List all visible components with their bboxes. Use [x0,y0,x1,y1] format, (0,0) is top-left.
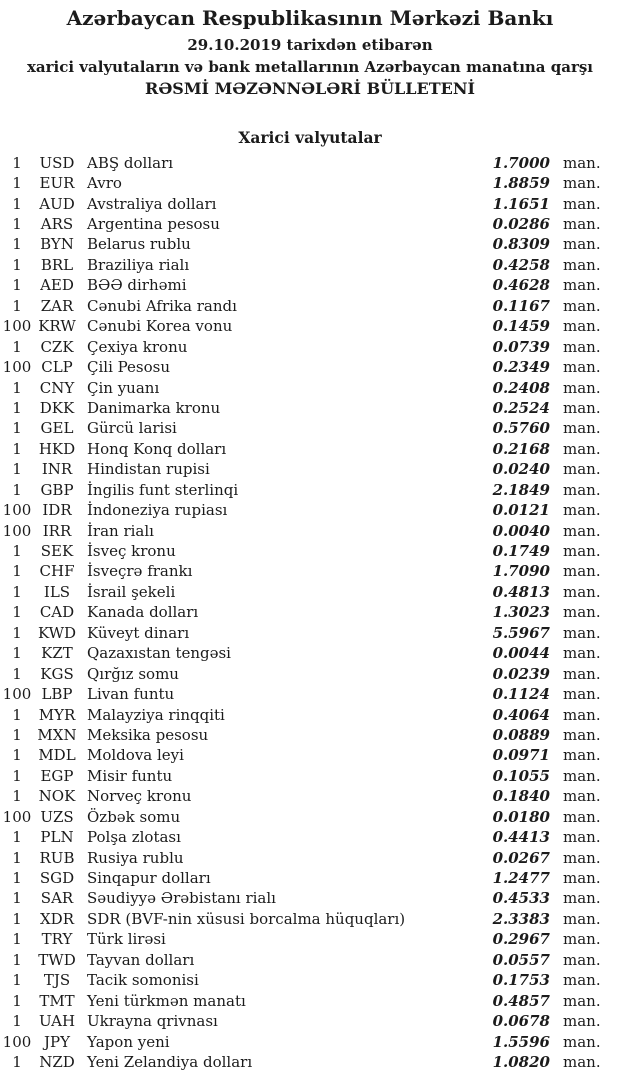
currency-name: İsveç kronu [87,542,176,561]
rate-row [0,357,620,377]
unit-label: man. [563,889,601,908]
currency-name: Tayvan dolları [87,950,195,969]
quantity-value: 1 [12,644,22,663]
bank-title: Azərbaycan Respublikasının Mərkəzi Bankı [66,6,554,30]
currency-name: İran rialı [87,521,154,540]
unit-label: man. [563,153,601,172]
currency-name: İndoneziya rupiası [87,501,228,520]
rate-value: 0.1459 [492,317,550,336]
rate-row [0,990,620,1010]
unit-label: man. [563,787,601,806]
rate-value: 1.2477 [492,869,550,888]
currency-code: TJS [43,971,71,990]
quantity-value: 1 [12,562,22,581]
quantity-value: 1 [12,439,22,458]
quantity-value: 1 [12,480,22,499]
currency-name: Argentina pesosu [87,215,220,234]
rate-value: 0.1840 [492,787,550,806]
quantity-value: 1 [12,909,22,928]
rate-row [0,255,620,275]
quantity-value: 1 [12,746,22,765]
currency-name: Avstraliya dolları [87,194,217,213]
currency-name: Meksika pesosu [87,725,209,744]
unit-label: man. [563,1052,601,1071]
unit-label: man. [563,439,601,458]
unit-label: man. [563,869,601,888]
currency-name: Gürcü larisi [87,419,177,438]
currency-name: Misir funtu [87,766,173,785]
rate-row [0,234,620,254]
unit-label: man. [563,255,601,274]
currency-code: PLN [40,828,74,847]
quantity-value: 1 [12,889,22,908]
currency-code: INR [41,460,73,479]
rate-value: 0.2524 [492,398,550,417]
rate-value: 0.0040 [492,521,550,540]
currency-code: CHF [39,562,75,581]
currency-code: CAD [39,603,75,622]
rate-row [0,847,620,867]
quantity-value: 1 [12,153,22,172]
currency-code: CNY [39,378,75,397]
unit-label: man. [563,480,601,499]
currency-name: BƏƏ dirhəmi [87,276,187,295]
rate-value: 0.0267 [492,848,550,867]
currency-code: EUR [39,174,75,193]
rate-value: 0.0739 [492,337,550,356]
currency-name: Rusiya rublu [87,848,184,867]
rate-value: 0.2349 [492,358,550,377]
currency-name: Çin yuanı [87,378,160,397]
unit-label: man. [563,235,601,254]
quantity-value: 1 [12,398,22,417]
rate-value: 0.0678 [492,1012,550,1031]
currency-code: XDR [40,909,74,928]
unit-label: man. [563,909,601,928]
rate-row [0,500,620,520]
currency-code: USD [39,153,75,172]
currency-code: LBP [41,685,73,704]
quantity-value: 1 [12,725,22,744]
unit-label: man. [563,174,601,193]
bulletin-subtitle-block [0,35,620,100]
currency-code: HKD [38,439,76,458]
rate-row [0,1031,620,1051]
unit-label: man. [563,766,601,785]
rate-row [0,296,620,316]
unit-label: man. [563,1032,601,1051]
subject-line: xarici valyutaların və bank metallarının Azərbaycan manatına qarşı [26,57,594,76]
quantity-value: 100 [2,521,32,540]
currency-name: Avro [87,174,122,193]
currency-name: Küveyt dinarı [87,623,190,642]
quantity-value: 1 [12,766,22,785]
rate-value: 1.0820 [492,1052,550,1071]
quantity-value: 1 [12,848,22,867]
rate-row [0,807,620,827]
unit-label: man. [563,358,601,377]
rate-row [0,725,620,745]
currency-name: Danimarka kronu [87,398,221,417]
currency-name: Çili Pesosu [87,358,171,377]
currency-code: RUB [39,848,75,867]
quantity-value: 1 [12,276,22,295]
rate-value: 0.0044 [492,644,550,663]
quantity-value: 1 [12,215,22,234]
rate-value: 1.5596 [492,1032,550,1051]
currency-code: TRY [41,930,73,949]
rate-row [0,173,620,193]
bulletin-title: RƏSMİ MƏZƏNNƏLƏRİ BÜLLETENİ [145,79,475,98]
currency-code: SEK [40,542,74,561]
unit-label: man. [563,848,601,867]
unit-label: man. [563,807,601,826]
rate-value: 0.0240 [492,460,550,479]
rate-value: 0.2408 [492,378,550,397]
currency-code: JPY [43,1032,70,1051]
quantity-value: 1 [12,582,22,601]
currency-name: Tacik somonisi [87,971,199,990]
unit-label: man. [563,398,601,417]
rate-value: 0.4413 [492,828,550,847]
currency-code: IRR [42,521,72,540]
currency-code: NZD [39,1052,75,1071]
quantity-value: 1 [12,971,22,990]
quantity-value: 1 [12,296,22,315]
currency-name: Hindistan rupisi [87,460,210,479]
currency-name: Özbək somu [87,807,181,826]
rate-row [0,786,620,806]
currency-code: UAH [38,1012,76,1031]
unit-label: man. [563,337,601,356]
currency-rate-table [0,153,620,1073]
rate-value: 0.0180 [492,807,550,826]
currency-code: GEL [40,419,74,438]
quantity-value: 1 [12,664,22,683]
quantity-value: 1 [12,378,22,397]
currency-code: BYN [40,235,74,254]
currency-code: TMT [39,991,75,1010]
rate-value: 0.2967 [492,930,550,949]
rate-row [0,888,620,908]
rate-row [0,1052,620,1072]
rate-value: 1.8859 [492,174,550,193]
currency-code: MDL [38,746,76,765]
rate-value: 2.1849 [492,480,550,499]
quantity-value: 1 [12,542,22,561]
currency-code: SGD [39,869,75,888]
quantity-value: 1 [12,174,22,193]
quantity-value: 1 [12,255,22,274]
rate-row [0,684,620,704]
currency-code: ILS [43,582,71,601]
quantity-value: 1 [12,930,22,949]
unit-label: man. [563,644,601,663]
quantity-value: 1 [12,869,22,888]
quantity-value: 100 [2,501,32,520]
rate-row [0,929,620,949]
unit-label: man. [563,685,601,704]
quantity-value: 1 [12,991,22,1010]
currency-code: KZT [41,644,73,663]
currency-code: IDR [42,501,72,520]
rate-row [0,663,620,683]
currency-name: Cənubi Korea vonu [87,317,233,336]
rate-row [0,316,620,336]
rate-row [0,193,620,213]
rate-value: 0.0239 [492,664,550,683]
quantity-value: 1 [12,1012,22,1031]
quantity-value: 100 [2,317,32,336]
currency-name: Norveç kronu [87,787,192,806]
rate-value: 5.5967 [492,623,550,642]
rate-row [0,439,620,459]
rate-row [0,868,620,888]
rate-row [0,418,620,438]
currency-name: SDR (BVF-nin xüsusi borcalma hüquqları) [87,909,406,928]
quantity-value: 1 [12,419,22,438]
unit-label: man. [563,521,601,540]
rate-value: 0.1055 [492,766,550,785]
rate-row [0,459,620,479]
currency-name: İsveçrə frankı [87,562,193,581]
rate-value: 0.8309 [492,235,550,254]
quantity-value: 100 [2,685,32,704]
unit-label: man. [563,276,601,295]
rate-row [0,377,620,397]
currency-name: Belarus rublu [87,235,191,254]
rate-row [0,398,620,418]
rate-row [0,909,620,929]
quantity-value: 1 [12,337,22,356]
rate-row [0,745,620,765]
unit-label: man. [563,971,601,990]
currency-name: Braziliya rialı [87,255,190,274]
quantity-value: 1 [12,603,22,622]
rate-value: 0.1749 [492,542,550,561]
currency-code: CZK [40,337,74,356]
rate-row [0,704,620,724]
currency-code: MYR [38,705,76,724]
unit-label: man. [563,542,601,561]
currency-name: Çexiya kronu [87,337,188,356]
currency-name: Yeni Zelandiya dolları [87,1052,253,1071]
currency-code: AUD [39,194,75,213]
currency-code: KGS [40,664,74,683]
unit-label: man. [563,460,601,479]
rate-value: 0.0286 [492,215,550,234]
rate-row [0,1011,620,1031]
quantity-value: 1 [12,460,22,479]
unit-label: man. [563,705,601,724]
quantity-value: 1 [12,950,22,969]
currency-name: Türk lirəsi [87,930,166,949]
quantity-value: 1 [12,1052,22,1071]
currency-code: ARS [40,215,74,234]
currency-name: Yeni türkmən manatı [87,991,246,1010]
rate-row [0,336,620,356]
currency-name: Ukrayna qrivnası [87,1012,218,1031]
currency-code: EGP [40,766,74,785]
currency-code: MXN [37,725,77,744]
unit-label: man. [563,562,601,581]
quantity-value: 1 [12,787,22,806]
rate-row [0,275,620,295]
rate-value: 2.3383 [492,909,550,928]
currency-name: Qırğız somu [87,664,179,683]
currency-name: Cənubi Afrika randı [87,296,237,315]
currency-code: DKK [39,398,75,417]
currency-code: UZS [40,807,74,826]
section-title-foreign-currencies: Xarici valyutalar [238,127,382,147]
currency-name: Kanada dolları [87,603,199,622]
currency-code: KWD [37,623,77,642]
currency-code: TWD [38,950,76,969]
currency-name: ABŞ dolları [87,153,174,172]
rate-value: 0.4064 [492,705,550,724]
currency-name: Livan funtu [87,685,175,704]
currency-code: KRW [38,317,76,336]
quantity-value: 100 [2,807,32,826]
currency-name: İngilis funt sterlinqi [87,480,239,499]
rate-row [0,643,620,663]
currency-name: Qazaxıstan tengəsi [87,644,231,663]
unit-label: man. [563,419,601,438]
rate-row [0,970,620,990]
rate-row [0,153,620,173]
quantity-value: 100 [2,358,32,377]
bulletin-header [0,0,620,100]
effective-date-line: 29.10.2019 tarixdən etibarən [187,36,433,54]
unit-label: man. [563,194,601,213]
rate-value: 0.0121 [492,501,550,520]
unit-label: man. [563,725,601,744]
currency-name: Malayziya rinqqiti [87,705,225,724]
quantity-value: 1 [12,705,22,724]
unit-label: man. [563,1012,601,1031]
rate-value: 0.0557 [492,950,550,969]
unit-label: man. [563,664,601,683]
unit-label: man. [563,215,601,234]
rate-row [0,520,620,540]
unit-label: man. [563,930,601,949]
unit-label: man. [563,296,601,315]
currency-name: İsrail şekeli [87,582,176,601]
currency-code: CLP [41,358,73,377]
rate-value: 1.1651 [492,194,550,213]
currency-code: ZAR [40,296,74,315]
rate-row [0,827,620,847]
rate-row [0,602,620,622]
rate-value: 0.1167 [492,296,550,315]
quantity-value: 1 [12,623,22,642]
unit-label: man. [563,991,601,1010]
rate-value: 0.4628 [492,276,550,295]
quantity-value: 1 [12,235,22,254]
currency-name: Yapon yeni [87,1032,170,1051]
rate-value: 0.4857 [492,991,550,1010]
quantity-value: 100 [2,1032,32,1051]
unit-label: man. [563,378,601,397]
rate-row [0,623,620,643]
unit-label: man. [563,746,601,765]
rate-value: 0.2168 [492,439,550,458]
currency-name: Sinqapur dolları [87,869,211,888]
unit-label: man. [563,582,601,601]
currency-code: NOK [38,787,76,806]
rate-value: 1.7000 [492,153,550,172]
rate-value: 1.7090 [492,562,550,581]
currency-name: Polşa zlotası [87,828,181,847]
quantity-value: 1 [12,194,22,213]
currency-name: Honq Konq dolları [87,439,227,458]
currency-code: AED [40,276,74,295]
rate-value: 0.0971 [492,746,550,765]
rate-row [0,950,620,970]
currency-name: Moldova leyi [87,746,184,765]
rate-value: 0.1124 [492,685,550,704]
rate-value: 0.4813 [492,582,550,601]
currency-code: GBP [40,480,74,499]
unit-label: man. [563,603,601,622]
rate-value: 0.5760 [492,419,550,438]
unit-label: man. [563,828,601,847]
rate-row [0,541,620,561]
rate-row [0,561,620,581]
rate-value: 0.4533 [492,889,550,908]
rate-value: 1.3023 [492,603,550,622]
unit-label: man. [563,950,601,969]
currency-code: BRL [40,255,74,274]
rate-value: 0.4258 [492,255,550,274]
rate-value: 0.0889 [492,725,550,744]
rate-row [0,480,620,500]
rate-row [0,582,620,602]
currency-name: Səudiyyə Ərəbistanı rialı [87,889,276,908]
unit-label: man. [563,623,601,642]
quantity-value: 1 [12,828,22,847]
unit-label: man. [563,317,601,336]
rate-value: 0.1753 [492,971,550,990]
currency-code: SAR [40,889,74,908]
rate-row [0,766,620,786]
unit-label: man. [563,501,601,520]
rate-row [0,214,620,234]
